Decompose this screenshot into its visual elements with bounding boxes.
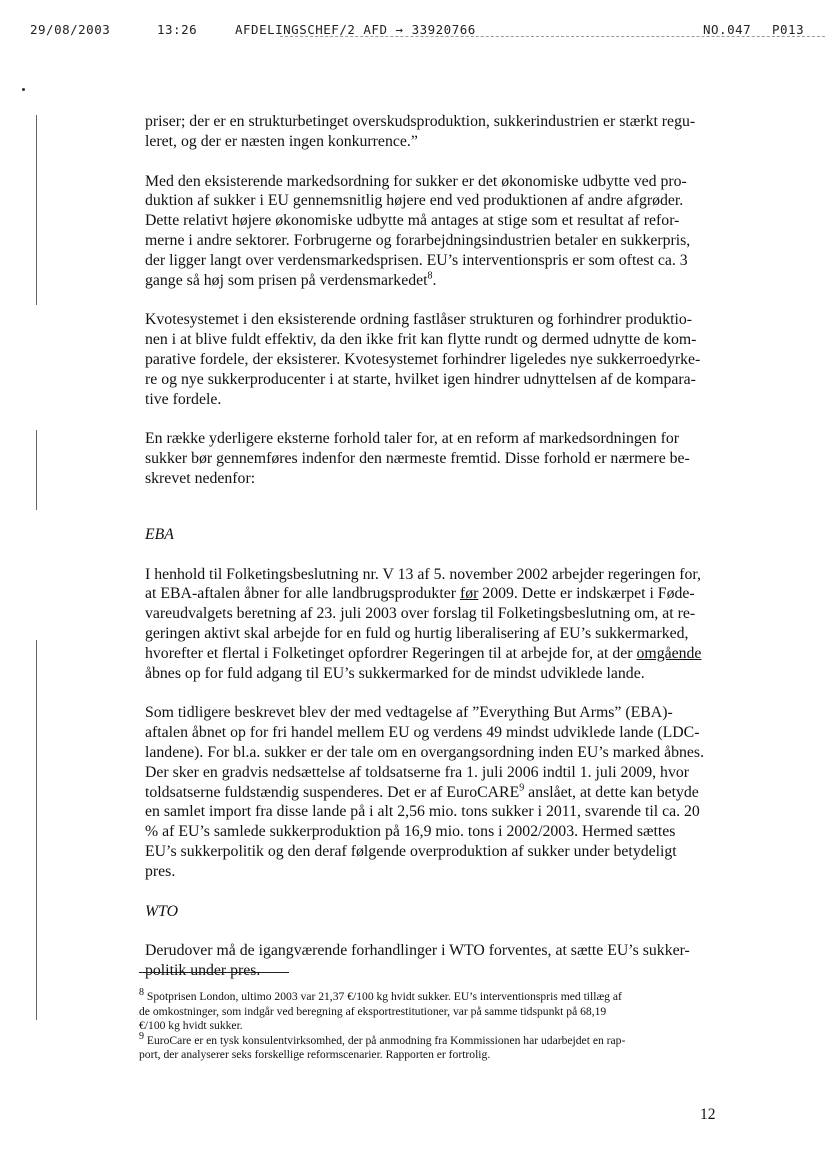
fax-page: P013 bbox=[772, 22, 805, 37]
paragraph: Med den eksisterende markedsordning for sukker er det økonomiske udbytte ved pro- duktion af sukker i EU gennemsnitlig højere end ved produktionen af andre afgrøder. Dette relativt højere økonomiske udbytte må antages at stige som et resultat af refor- merne i andre sektorer. Forbrugerne og forarbejdningsindustrien betaler en sukkerpris, der ligger langt over verdensmarkedsprisen. EU’s interventionspris er som oftest ca. 3 gange så høj som prisen på verdensmarkedet$^8$. bbox=[145, 172, 691, 289]
paragraph: Som tidligere beskrevet blev der med vedtagelse af ”Everything But Arms” (EBA)- aftalen åbnet op for fri handel mellem EU og verdens 49 mindst udviklede lande (LDC- landene). For bl.a. sukker er der tale om en overgangsordning inden EU’s marked åbnes. Der sker en gradvis nedsættelse af toldsatserne fra 1. juli 2006 indtil 1. juli 2009, hvor toldsatserne fuldstændig suspenderes. Det er af EuroCARE$^9$ anslået, at dette kan betyde en samlet import fra disse lande på i alt 2,56 mio. tons sukker i 2011, svarende til ca. 20 % af EU’s samlede sukkerproduktion på 16,9 mio. tons i 2002/2003. Hermed sættes EU’s sukkerpolitik og den deraf følgende overproduktion af sukker under betydeligt pres. bbox=[145, 704, 705, 880]
page-number: 12 bbox=[700, 1106, 716, 1123]
footnote-separator bbox=[139, 972, 289, 973]
paragraph: priser; der er en strukturbetinget overskudsproduktion, sukkerindustrien er stærkt regu- leret, og der er næsten ingen konkurrence.” bbox=[145, 113, 696, 150]
document-body bbox=[145, 112, 725, 1001]
footnote-8: $^8$ Spotprisen London, ultimo 2003 var 21,37 €/100 kg hvidt sukker. EU’s interventionspris med tillæg af de omkostninger, som indgår ved beregning af eksportrestitutioner, var på samme tidspunkt på 68,19 €/100 kg hvidt sukker. bbox=[139, 987, 622, 1033]
margin-scan-line bbox=[36, 640, 37, 1020]
margin-scan-dot bbox=[22, 88, 25, 91]
paragraph: Derudover må de igangværende forhandlinger i WTO forventes, at sætte EU’s sukker- politik under pres. bbox=[145, 942, 690, 980]
margin-scan-line bbox=[36, 115, 37, 305]
section-heading-eba: EBA bbox=[145, 525, 174, 543]
footnote-9: $^9$ EuroCare er en tysk konsulentvirksomhed, der på anmodning fra Kommissionen har udarbejdet en rap- port, der analyserer seks forskellige reformscenarier. Rapporten er fortrolig. bbox=[139, 1030, 626, 1062]
fax-header bbox=[30, 22, 810, 42]
wto-section bbox=[145, 902, 725, 981]
paragraph: I henhold til Folketingsbeslutning nr. V 13 af 5. november 2002 arbejder regeringen for, at EBA-aftalen åbner for alle landbrugsprodukter før 2009. Dette er indskærpet i Føde- vareudvalgets beretning af 23. juli 2003 over forslag til Folketingsbeslutning om, at re- geringen aktivt skal arbejde for en fuld og hurtig liberalisering af EU’s sukkermarked, hvorefter et flertal i Folketinget opfordrer Regeringen til at arbejde for, at der omgående åbnes op for fuld adgang til EU’s sukkermarked for de mindst udviklede lande. bbox=[145, 565, 702, 682]
fax-date: 29/08/2003 bbox=[30, 22, 111, 37]
margin-scan-line bbox=[36, 430, 37, 510]
eba-section bbox=[145, 525, 725, 882]
footnote-ref: 8 bbox=[427, 270, 433, 282]
fax-header-rule bbox=[280, 36, 827, 37]
paragraph: En række yderligere eksterne forhold taler for, at en reform af markedsordningen for sukker bør gennemføres indenfor den nærmeste fremtid. Disse forhold er nærmere be- skrevet nedenfor: bbox=[145, 430, 690, 487]
fax-time: 13:26 bbox=[157, 22, 198, 37]
paragraph: Kvotesystemet i den eksisterende ordning fastlåser strukturen og forhindrer produktio- nen i at blive fuldt effektiv, da den ikke frit kan flytte rundt og dermed udnytte de kom- parative fordele, der eksisterer. Kvotesystemet forhindrer ligeledes nye sukkerroedyrke- re og nye sukkerproducenter i at starte, hvilket igen hindrer udnyttelsen af de kompara- tive fordele. bbox=[145, 311, 701, 408]
fax-sender: AFDELINGSCHEF/2 AFD → 33920766 bbox=[235, 22, 476, 37]
footnote-ref: 9 bbox=[519, 782, 525, 794]
section-heading-wto: WTO bbox=[145, 902, 179, 920]
footnotes bbox=[139, 987, 719, 1063]
fax-number: NO.047 bbox=[703, 22, 752, 37]
